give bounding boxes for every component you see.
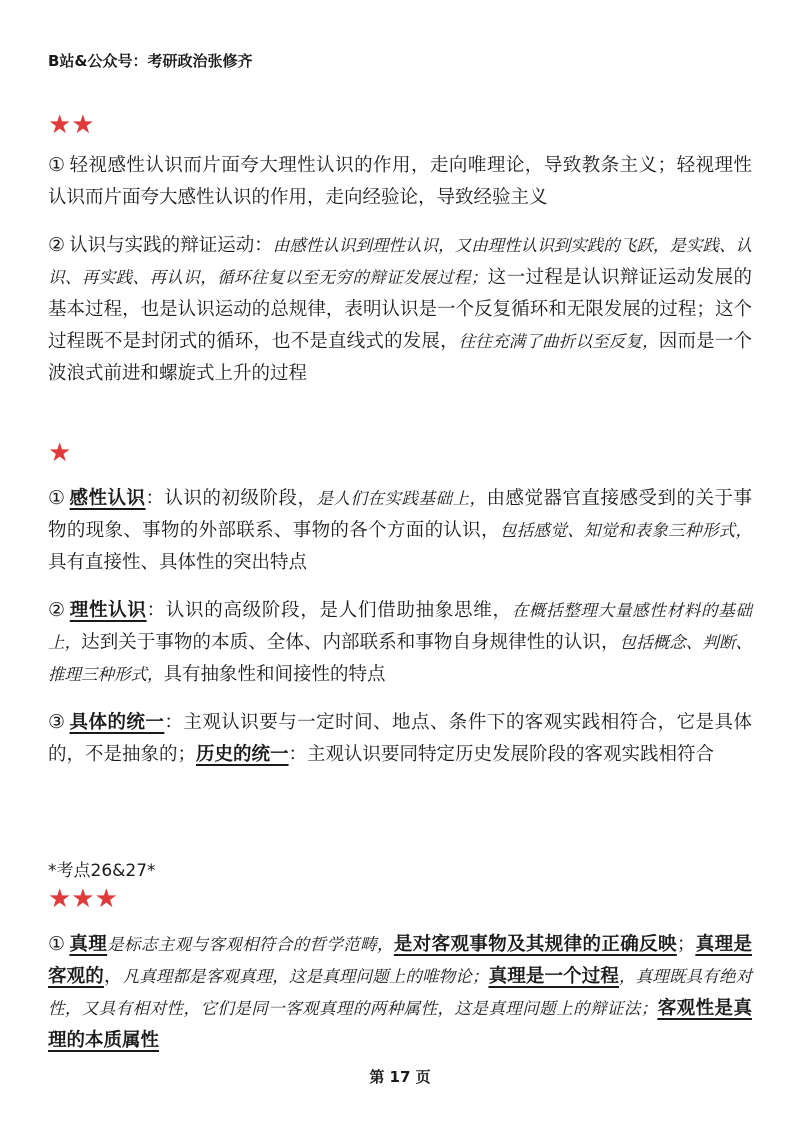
paragraph-s1-1 [48, 149, 752, 214]
key-term: 感性认识 [69, 488, 146, 509]
star-rating-2: ★★ [48, 110, 95, 140]
paragraph-text: ； [676, 934, 696, 955]
star-rating-3: ★★★ [48, 884, 118, 914]
paragraph-text-handwritten: ，真理既具有绝对性，又具有相对性，它们是同一客观真理的两种属性，这是真理问题上的辩证法； [48, 967, 752, 1018]
paragraph-text-handwritten: 凡真理都是客观真理，这是真理问题上的唯物论； [122, 967, 489, 986]
paragraph-s2-3 [48, 706, 752, 771]
key-term: 真理是一个过程 [488, 966, 620, 987]
item-number: ① [48, 487, 66, 509]
paragraph-text-handwritten: 是标志主观与客观相符合的哲学范畴， [107, 935, 394, 954]
paragraph-text: ， [103, 966, 123, 987]
paragraph-s2-2 [48, 594, 752, 691]
key-term: 历史的统一 [196, 744, 289, 765]
key-term: 理性认识 [69, 600, 147, 621]
paragraph-text: 这一过程是认识辩证运动发展的基本过程，也是认识运动的总规律，表明认识是一个反复循环和无限发展的过程；这个过程既不是封闭式的循环，也不是直线式的发展， [48, 267, 752, 352]
paragraph-text-handwritten: 包括概念、判断、推理三种形式， [48, 633, 753, 684]
item-number: ① [48, 154, 66, 176]
key-term: 真理是客观的 [48, 934, 752, 987]
paragraph-text: 具有抽象性和间接性的特点 [163, 664, 386, 685]
paragraph-text: ：认识的高级阶段，是人们借助抽象思维， [146, 600, 512, 621]
paragraph-text-handwritten: 在概括整理大量感性材料的基础上， [48, 601, 752, 652]
key-term: 是对客观事物及其规律的正确反映 [393, 934, 677, 955]
item-number: ③ [48, 711, 66, 733]
paragraph-text: ：主观认识要同特定历史发展阶段的客观实践相符合 [288, 744, 715, 765]
paragraph-text: ：主观认识要与一定时间、地点、条件下的客观实践相符合，它是具体的，不是抽象的； [48, 712, 752, 765]
item-number: ② [48, 234, 66, 256]
star-rating-1: ★ [48, 438, 72, 468]
key-term: 真理 [69, 934, 108, 955]
paragraph-text: 具有直接性、具体性的突出特点 [48, 552, 308, 573]
paragraph-text: 轻视感性认识而片面夸大理性认识的作用，走向唯理论，导致教条主义；轻视理性认识而片面夸大感性认识的作用，走向经验论，导致经验主义 [48, 155, 752, 208]
paragraph-text-handwritten: 包括感觉、知觉和表象三种形式， [499, 521, 752, 540]
paragraph-text: 由感觉器官直接感受到的关于事物的现象、事物的外部联系、事物的各个方面的认识， [48, 488, 752, 541]
paragraph-s1-2 [48, 229, 752, 390]
paragraph-s2-1 [48, 482, 752, 579]
paragraph-s3-1 [48, 928, 752, 1057]
key-term: 客观性是真理的本质属性 [48, 998, 752, 1051]
paragraph-text-handwritten: 是人们在实践基础上， [316, 489, 487, 508]
item-number: ① [48, 933, 66, 955]
item-number: ② [48, 599, 66, 621]
key-term: 具体的统一 [69, 712, 165, 733]
page-header: B站&公众号：考研政治张修齐 [48, 52, 253, 70]
paragraph-text: 达到关于事物的本质、全体、内部联系和事物自身规律性的认识， [81, 632, 620, 653]
paragraph-text: ：认识的初级阶段， [145, 488, 317, 509]
paragraph-text-handwritten: 由感性认识到理性认识，又由理性认识到实践的飞跃，是实践、认识、再实践、再认识，循环往复以至无穷的辩证发展过程； [48, 236, 752, 287]
paragraph-text: 因而是一个波浪式前进和螺旋式上升的过程 [48, 331, 752, 384]
page-number: 第 17 页 [369, 1068, 431, 1086]
exam-point-label: *考点26&27* [48, 861, 156, 881]
paragraph-text: 认识与实践的辩证运动： [69, 235, 273, 256]
paragraph-text-handwritten: 往往充满了曲折以至反复， [458, 332, 659, 351]
